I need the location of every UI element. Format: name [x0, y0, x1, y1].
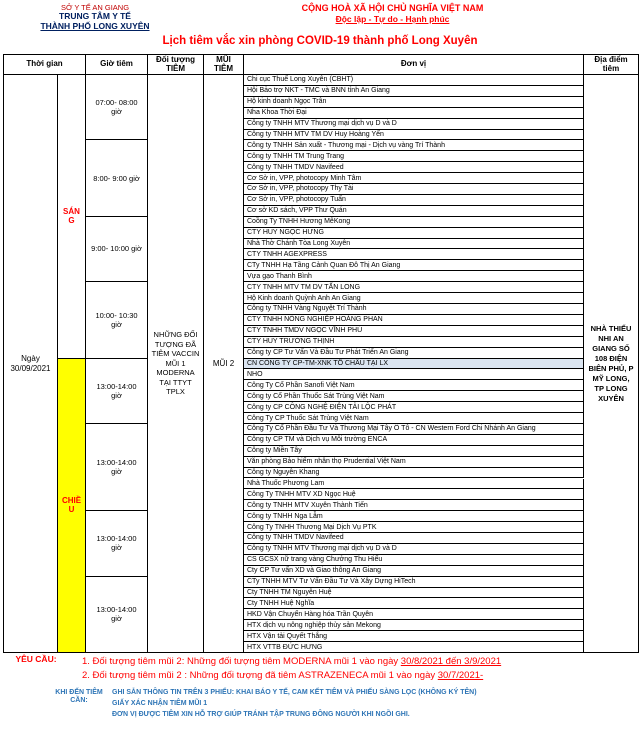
unit-row: Vựa gạo Thanh Bình	[244, 271, 584, 282]
unit-row: Cơ Sở in, VPP, photocopy Thy Tài	[244, 184, 584, 195]
date-cell: Ngày 30/09/2021	[4, 75, 58, 653]
unit-row: CTy TNHH MTV Tư Vấn Đầu Tư Và Xây Dựng HiTech	[244, 577, 584, 588]
arrival-instructions-label: KHI ĐẾN TIÊM CẦN:	[55, 689, 103, 704]
unit-row: Cty CP Tư vấn XD và Giao thông An Giang	[244, 566, 584, 577]
session-cell: SÁNG	[58, 75, 86, 359]
unit-row: Công ty CP Tư Vấn Và Đầu Tư Phát Triển An Giang	[244, 348, 584, 359]
blue-note: GHI SẴN THÔNG TIN TRÊN 3 PHIẾU: KHAI BÁO Y TẾ, CAM KẾT TIÊM VÀ PHIẾU SÀNG LỌC (KHÔNG KÝ TÊN)	[112, 689, 477, 696]
time-slot: 9:00- 10:00 giờ	[86, 217, 148, 282]
unit-row: NHO	[244, 369, 584, 380]
schedule-table	[3, 54, 639, 653]
red-note: 2. Đối tượng tiêm mũi 2 : Những đối tượng đã tiêm ASTRAZENECA mũi 1 vào ngày 30/7/2021-	[82, 669, 484, 681]
org-city: THÀNH PHỐ LONG XUYÊN	[40, 20, 150, 31]
blue-note: GIẤY XÁC NHẬN TIÊM MŨI 1	[112, 700, 208, 707]
column-header: Giờ tiêm	[86, 55, 148, 75]
column-header: MŨI TIÊM	[204, 55, 244, 75]
time-slot: 13:00-14:00 giờ	[86, 424, 148, 511]
column-header: Đơn vị	[244, 55, 584, 75]
unit-row: CTY TNHH MTV TM DV TẤN LONG	[244, 282, 584, 293]
unit-row: CTY TNHH NÔNG NGHIỆP HOÀNG PHAN	[244, 315, 584, 326]
unit-row: Nha Khoa Thời Đại	[244, 108, 584, 119]
unit-row: Công ty Miền Tây	[244, 446, 584, 457]
unit-row: Công ty TNHH TMDV Navifeed	[244, 162, 584, 173]
session-cell: CHIỀU	[58, 359, 86, 653]
unit-row: HKD Vận Chuyển Hàng hóa Trần Quyên	[244, 609, 584, 620]
time-slot: 8:00- 9:00 giờ	[86, 140, 148, 216]
unit-row: Chi cục Thuế Long Xuyên (CBHT)	[244, 75, 584, 86]
target-group-cell: NHỮNG ĐỐI TƯỢNG ĐÃ TIÊM VACCIN MŨI 1 MODERNA TẠI TTYT TPLX	[148, 75, 204, 653]
unit-row: Công ty Nguyễn Khang	[244, 468, 584, 479]
unit-row: Hộ Kinh doanh Quỳnh Anh An Giang	[244, 293, 584, 304]
column-header: Địa điểm tiêm	[584, 55, 639, 75]
unit-row: Công ty TNHH MTV Xuyên Thành Tiến	[244, 500, 584, 511]
time-slot: 10:00- 10:30 giờ	[86, 282, 148, 358]
unit-row: Công Ty CP Thuốc Sát Trùng Việt Nam	[244, 413, 584, 424]
unit-row: Công Ty TNHH MTV XD Ngọc Huệ	[244, 489, 584, 500]
red-note: 1. Đối tượng tiêm mũi 2: Những đối tượng tiêm MODERNA mũi 1 vào ngày 30/8/2021 đến 3/9/2021	[82, 656, 502, 667]
requirement-label: YÊU CẦU:	[15, 654, 57, 664]
time-slot: 13:00-14:00 giờ	[86, 511, 148, 576]
blue-note: ĐƠN VỊ ĐƯỢC TIÊM XIN HỖ TRỢ GIÚP TRÁNH TẬP TRUNG ĐÔNG NGƯỜI KHI NGỒI GHI.	[112, 711, 410, 718]
unit-row: CS GCSX nữ trang vàng Chưởng Thu Hiếu	[244, 555, 584, 566]
org-center: TRUNG TÂM Y TẾ	[59, 11, 131, 21]
column-header: Thời gian	[4, 55, 86, 75]
unit-row: Hộ kinh doanh Ngọc Trân	[244, 97, 584, 108]
unit-row: HTX VTTB ĐỨC HƯNG	[244, 642, 584, 653]
unit-row: HTX dịch vụ nông nghiệp thủy sản Mekong	[244, 620, 584, 631]
unit-row: CTy TNHH Hạ Tầng Cảnh Quan Đô Thị An Giang	[244, 260, 584, 271]
unit-row: Văn phòng Bảo hiểm nhân thọ Prudential Việt Nam	[244, 457, 584, 468]
unit-row: Cty TNHH TM Nguyễn Huệ	[244, 588, 584, 599]
arrival-instructions	[112, 689, 590, 722]
org-department: SỞ Y TẾ AN GIANG	[60, 3, 130, 12]
unit-row: Nhà Thờ Chánh Tòa Long Xuyên	[244, 239, 584, 250]
unit-row: CTY HUY NGỌC HƯNG	[244, 228, 584, 239]
unit-row: Công ty TNHH TMDV Navifeed	[244, 533, 584, 544]
unit-row: Hội Bảo trợ NKT - TMC và BNN tỉnh An Giang	[244, 86, 584, 97]
unit-row: Công ty TNHH Nga Lẫm	[244, 511, 584, 522]
time-slot: 13:00-14:00 giờ	[86, 359, 148, 424]
unit-row: Công Ty Cổ Phần Đầu Tư Và Thương Mại Tây Ô Tô - CN Western Ford Chi Nhánh An Giang	[244, 424, 584, 435]
unit-row: Công ty TNHH MTV Thương mại dịch vụ D và D	[244, 544, 584, 555]
unit-row: Cơ sở KD sách, VPP Thư Quán	[244, 206, 584, 217]
unit-row: CTY HUY TRƯỜNG THỊNH	[244, 337, 584, 348]
unit-row: CTY TNHH AGEXPRESS	[244, 249, 584, 260]
unit-row: Cơ Sở in, VPP, photocopy Minh Tâm	[244, 173, 584, 184]
national-motto-block	[265, 3, 520, 24]
national-motto: Độc lập - Tự do - Hạnh phúc	[335, 14, 450, 24]
unit-row: Công ty TNHH MTV Thương mại dịch vụ D và D	[244, 119, 584, 130]
time-slot: 07:00- 08:00 giờ	[86, 75, 148, 140]
unit-row: Công ty TNHH TM Trung Trang	[244, 151, 584, 162]
unit-row: Công Ty Cổ Phần Sanofi Việt Nam	[244, 380, 584, 391]
red-notes	[82, 655, 501, 682]
location-cell: NHÀ THIẾU NHI AN GIANG SỐ 108 ĐIỆN BIÊN PHỦ, P MỸ LONG, TP LONG XUYÊN	[584, 75, 639, 653]
dose-cell: MŨI 2	[204, 75, 244, 653]
unit-row: Nhà Thuốc Phương Lam	[244, 479, 584, 490]
column-header: Đối tượng TIÊM	[148, 55, 204, 75]
unit-row: Cơ Sở in, VPP, photocopy Tuấn	[244, 195, 584, 206]
issuing-org-block	[5, 3, 185, 31]
unit-row: Coồng Ty TNHH Hương MêKong	[244, 217, 584, 228]
unit-row: Công ty CP CÔNG NGHỆ ĐIỆN TẢI LỘC PHÁT	[244, 402, 584, 413]
unit-row: CN CÔNG TY CP-TM-XNK TỔ CHÂU TẠI LX	[244, 359, 584, 370]
page-title: Lịch tiêm vắc xin phòng COVID-19 thành phố Long Xuyên	[162, 35, 478, 47]
unit-row: Công ty TNHH MTV TM DV Huy Hoàng Yến	[244, 130, 584, 141]
unit-row: HTX Vận tải Quyết Thắng	[244, 631, 584, 642]
unit-row: Công ty TNHH Vàng Nguyệt Trí Thành	[244, 304, 584, 315]
unit-row: Công Ty TNHH Thương Mại Dịch Vụ PTK	[244, 522, 584, 533]
national-title: CỘNG HOÀ XÃ HỘI CHỦ NGHĨA VIỆT NAM	[301, 3, 484, 13]
unit-row: Công ty Cổ Phần Thuốc Sát Trùng Việt Nam	[244, 391, 584, 402]
unit-row: CTY TNHH TMDV NGỌC VĨNH PHÚ	[244, 326, 584, 337]
unit-row: Cty TNHH Huệ Nghĩa	[244, 598, 584, 609]
unit-row: Công ty CP TM và Dịch vụ Môi trường ENCA	[244, 435, 584, 446]
unit-row: Công ty TNHH Sản xuất - Thương mại - Dịch vụ vàng Trí Thành	[244, 140, 584, 151]
time-slot: 13:00-14:00 giờ	[86, 577, 148, 653]
